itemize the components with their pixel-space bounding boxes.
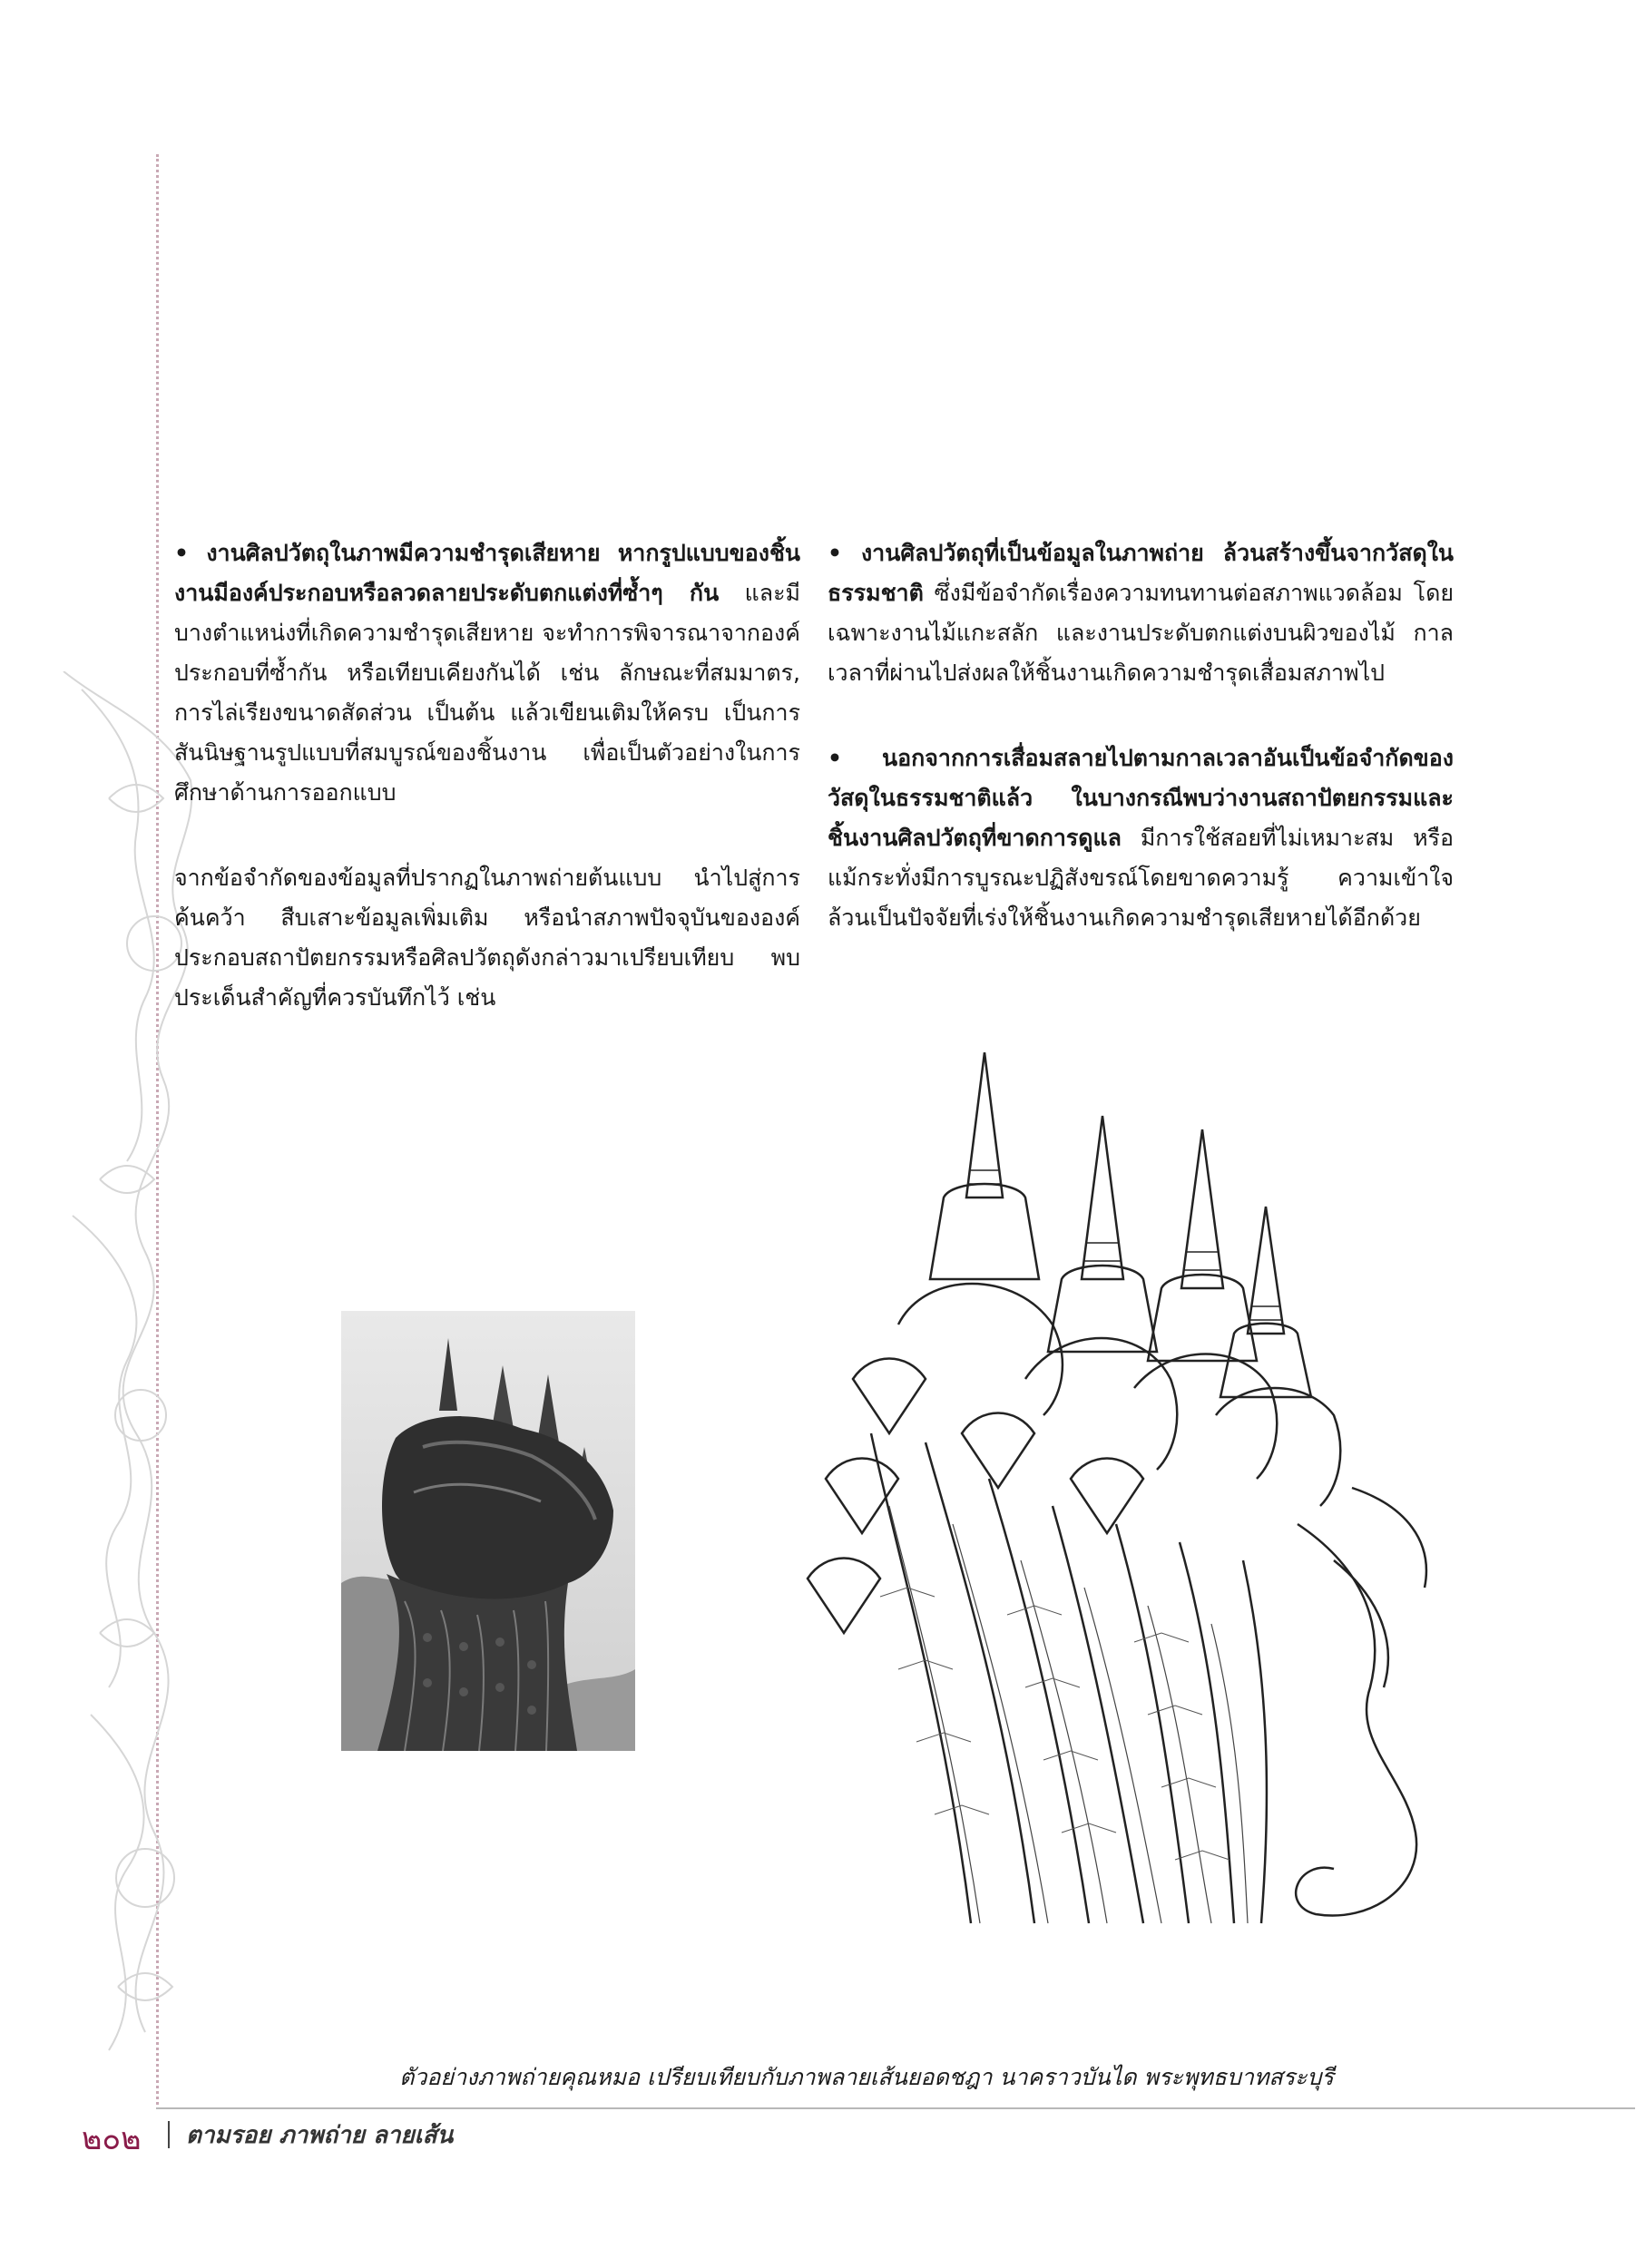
- footer-separator: [168, 2121, 170, 2148]
- right-paragraph-2: [828, 738, 1454, 938]
- figure-caption: ตัวอย่างภาพถ่ายคุณหมอ เปรียบเทียบกับภาพลายเส้นยอดชฎา นาคราวบันได พระพุทธบาทสระบุรี: [399, 2064, 1334, 2090]
- right-paragraph-2-text: มีการใช้สอยที่ไม่เหมาะสม หรือแม้กระทั่งมีการบูรณะปฏิสังขรณ์โดยขาดความรู้ ความเข้าใจ ล้วนเป็นปัจจัยที่เร่งให้ชิ้นงานเกิดความชำรุดเสียหายได้อีกด้วย: [828, 825, 1454, 931]
- right-text-column: [828, 533, 1454, 983]
- right-paragraph-1-text: ซึ่งมีข้อจำกัดเรื่องความทนทานต่อสภาพแวดล้อม โดยเฉพาะงานไม้แกะสลัก และงานประดับตกแต่งบนผิวของไม้ กาลเวลาที่ผ่านไปส่งผลให้ชิ้นงานเกิดความชำรุดเสื่อมสภาพไป: [828, 580, 1454, 686]
- book-title: ตามรอย ภาพถ่าย ลายเส้น: [186, 2122, 454, 2149]
- naga-line-drawing: [789, 1052, 1443, 1941]
- right-paragraph-1: [828, 533, 1454, 693]
- left-paragraph-1: [174, 533, 800, 813]
- left-paragraph-2: จากข้อจำกัดของข้อมูลที่ปรากฏในภาพถ่ายต้นแบบ นำไปสู่การค้นคว้า สืบเสาะข้อมูลเพิ่มเติม หรือนำสภาพปัจจุบันขององค์ประกอบสถาปัตยกรรมหรือศิลปวัตถุดังกล่าวมาเปรียบเทียบ พบประเด็นสำคัญที่ควรบันทึกไว้ เช่น: [174, 865, 800, 1011]
- right-paragraph-2-bold: • นอกจากการเสื่อมสลายไปตามกาลเวลาอันเป็นข้อจำกัดของวัสดุในธรรมชาติแล้ว ในบางกรณีพบว่างานสถาปัตยกรรมและชิ้นงานศิลปวัตถุที่ขาดการดูแล: [828, 745, 1454, 851]
- naga-photograph: [341, 1311, 635, 1751]
- footer-rule: [156, 2107, 1635, 2109]
- left-text-column: [174, 533, 800, 1063]
- left-paragraph-1-text: และมีบางตำแหน่งที่เกิดความชำรุดเสียหาย จะทำการพิจารณาจากองค์ประกอบที่ซ้ำกัน หรือเทียบเคียงกันได้ เช่น ลักษณะที่สมมาตร, การไล่เรียงขนาดสัดส่วน เป็นต้น แล้วเขียนเติมให้ครบ เป็นการสันนิษฐานรูปแบบที่สมบูรณ์ของชิ้นงาน เพื่อเป็นตัวอย่างในการศึกษาด้านการออกแบบ: [174, 580, 800, 806]
- right-paragraph-1-bold: • งานศิลปวัตถุที่เป็นข้อมูลในภาพถ่าย ล้วนสร้างขึ้นจากวัสดุในธรรมชาติ: [828, 540, 1454, 606]
- page-number: ๒๐๒: [82, 2121, 142, 2157]
- left-paragraph-1-bold: • งานศิลปวัตถุในภาพมีความชำรุดเสียหาย หากรูปแบบของชิ้นงานมีองค์ประกอบหรือลวดลายประดับตกแต่งที่ซ้ำๆ กัน: [174, 540, 800, 606]
